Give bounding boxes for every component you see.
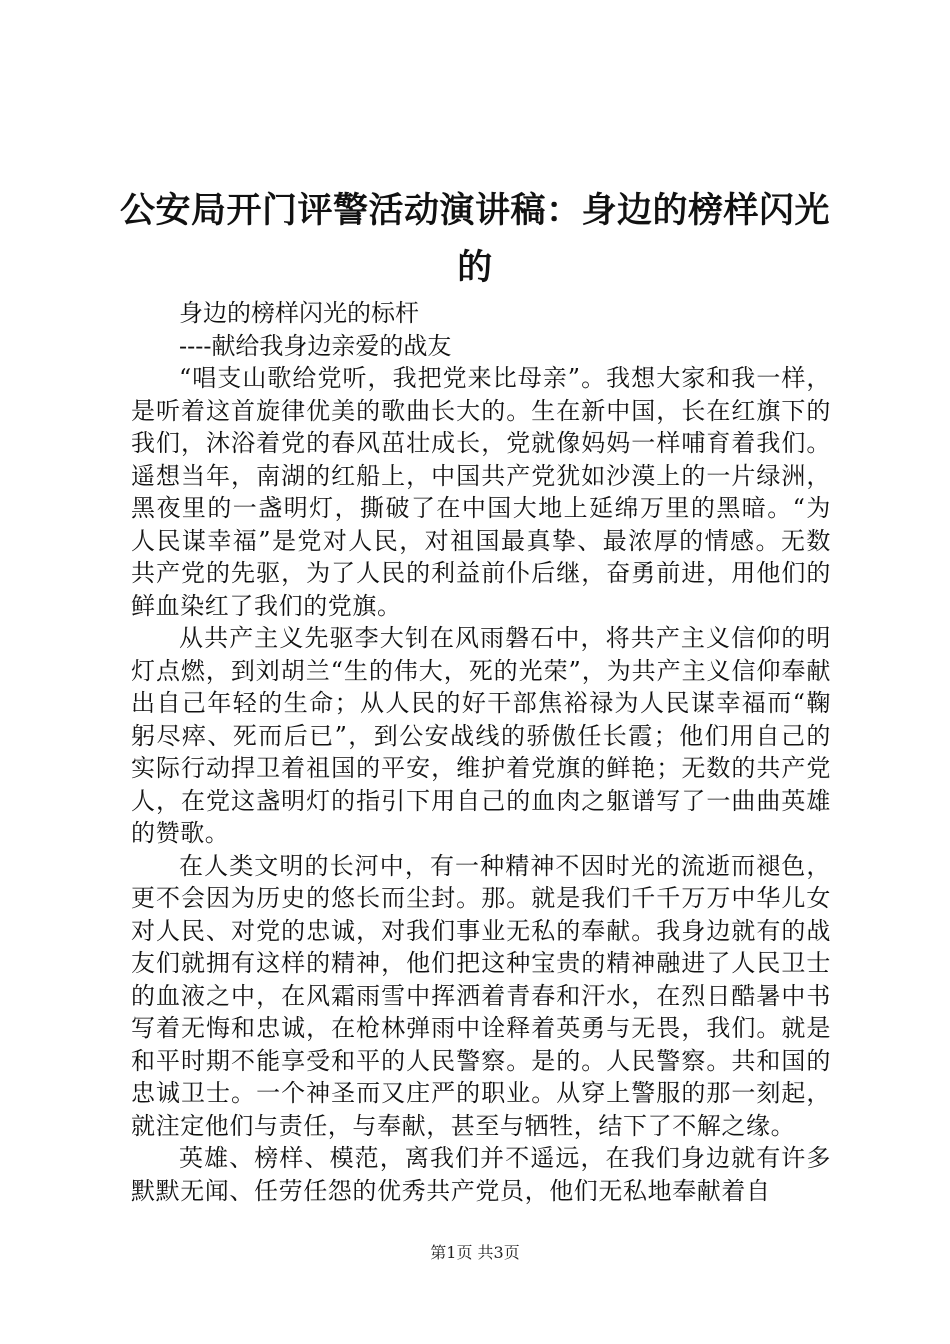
body-paragraph: 在人类文明的长河中，有一种精神不因时光的流逝而褪色，更不会因为历史的悠长而尘封。那。就是我们千千万万中华儿女对人民、对党的忠诚，对我们事业无私的奉献。我身边就有的战友们就拥有这样的精神，他们把这种宝贵的精神融进了人民卫士的血液之中，在风霜雨雪中挥洒着青春和汗水，在烈日酷暑中书写着无悔和忠诚，在枪林弹雨中诠释着英勇与无畏，我们。就是和平时期不能享受和平的人民警察。是的。人民警察。共和国的忠诚卫士。一个神圣而又庄严的职业。从穿上警服的那一刻起，就注定他们与责任，与奉献，甚至与牺牲，结下了不解之缘。 xyxy=(131,851,831,1140)
body-paragraph: “唱支山歌给党听，我把党来比母亲”。我想大家和我一样，是听着这首旋律优美的歌曲长大的。生在新中国，长在红旗下的我们，沐浴着党的春风茁壮成长，党就像妈妈一样哺育着我们。遥想当年，南湖的红船上，中国共产党犹如沙漠上的一片绿洲，黑夜里的一盏明灯，撕破了在中国大地上延绵万里的黑暗。“为人民谋幸福”是党对人民，对祖国最真挚、最浓厚的情感。无数共产党的先驱，为了人民的利益前仆后继，奋勇前进，用他们的鲜血染红了我们的党旗。 xyxy=(131,364,831,620)
document-dedication: ----献给我身边亲爱的战友 xyxy=(179,331,452,360)
page-footer: 第1页 共3页 xyxy=(430,1243,520,1262)
body-paragraph: 从共产主义先驱李大钊在风雨磐石中，将共产主义信仰的明灯点燃，到刘胡兰“生的伟大，死的光荣”，为共产主义信仰奉献出自己年轻的生命；从人民的好干部焦裕禄为人民谋幸福而“鞠躬尽瘁、死而后已”，到公安战线的骄傲任长霞；他们用自己的实际行动捍卫着祖国的平安，维护着党旗的鲜艳；无数的共产党人，在党这盏明灯的指引下用自己的血肉之躯谱写了一曲曲英雄的赞歌。 xyxy=(131,624,831,847)
body-paragraph: 英雄、榜样、模范，离我们并不遥远，在我们身边就有许多默默无闻、任劳任怨的优秀共产党员，他们无私地奉献着自 xyxy=(131,1144,831,1205)
document-body xyxy=(131,297,831,1207)
document-subtitle: 身边的榜样闪光的标杆 xyxy=(179,299,419,327)
document-title: 公安局开门评警活动演讲稿：身边的榜样闪光的 xyxy=(119,191,830,288)
